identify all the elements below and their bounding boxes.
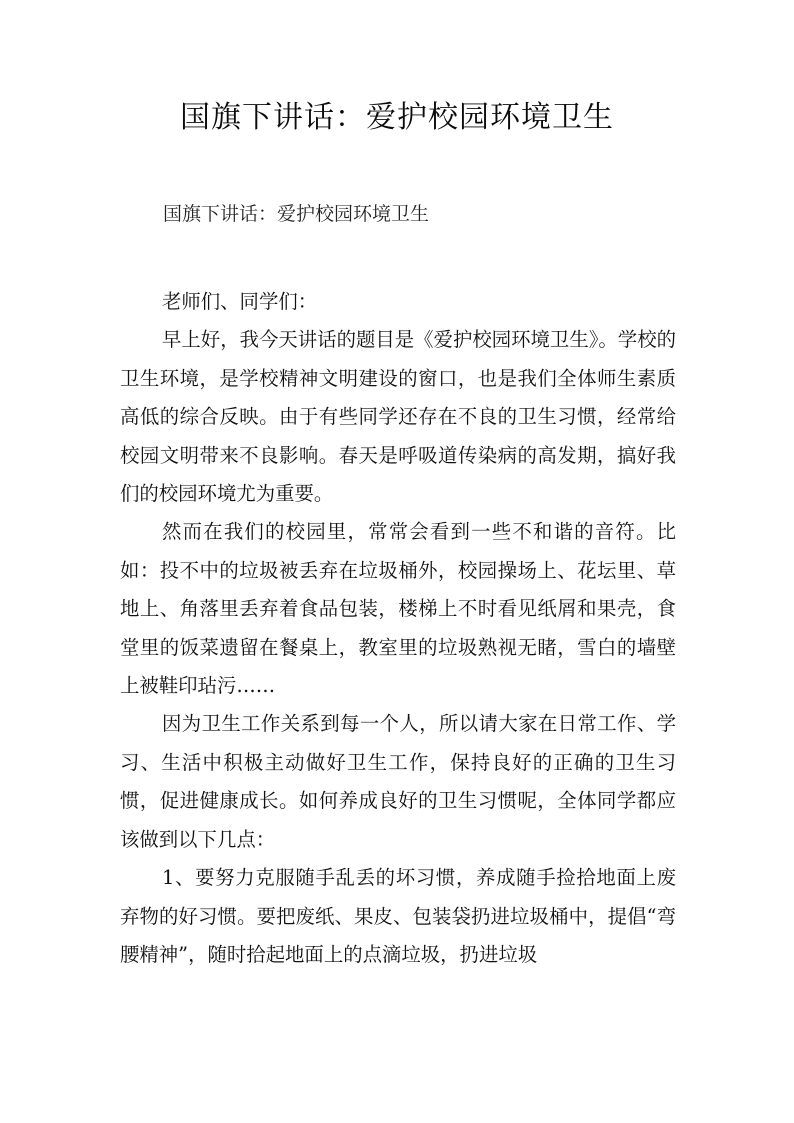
paragraph-point-1: 1、要努力克服随手乱丢的坏习惯，养成随手捡拾地面上废弃物的好习惯。要把废纸、果皮、包装袋扔进垃圾桶中，提倡“弯腰精神”，随时拾起地面上的点滴垃圾，扔进垃圾 — [120, 866, 676, 966]
document-subtitle: 国旗下讲话：爱护校园环境卫生 — [163, 203, 430, 225]
paragraph-problems: 然而在我们的校园里，常常会看到一些不和谐的音符。比如：投不中的垃圾被丢弃在垃圾桶外，校园操场上、花坛里、草地上、角落里丢弃着食品包装，楼梯上不时看见纸屑和果壳，食堂里的饭菜遗留在餐桌上，教室里的垃圾熟视无睹，雪白的墙壁上被鞋印玷污…… — [120, 520, 676, 698]
salutation: 老师们、同学们： — [162, 290, 318, 313]
paragraph-call-to-action: 因为卫生工作关系到每一个人，所以请大家在日常工作、学习、生活中积极主动做好卫生工作，保持良好的正确的卫生习惯，促进健康成长。如何养成良好的卫生习惯呢，全体同学都应该做到以下几点： — [120, 712, 676, 851]
document-body — [120, 283, 676, 974]
document-title: 国旗下讲话：爱护校园环境卫生 — [180, 100, 614, 135]
paragraph-greeting: 早上好，我今天讲话的题目是《爱护校园环境卫生》。学校的卫生环境，是学校精神文明建设的窗口，也是我们全体师生素质高低的综合反映。由于有些同学还存在不良的卫生习惯，经常给校园文明带来不良影响。春天是呼吸道传染病的高发期，搞好我们的校园环境尤为重要。 — [120, 328, 676, 506]
